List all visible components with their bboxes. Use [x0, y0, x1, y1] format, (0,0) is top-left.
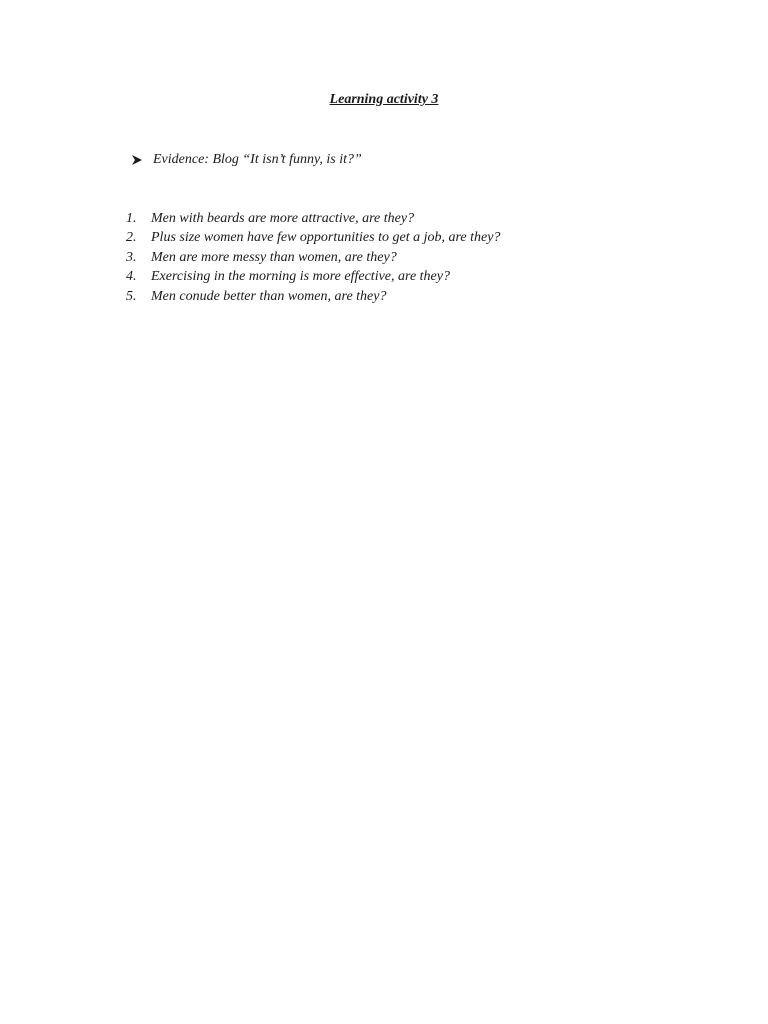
list-item-number: 1. — [126, 211, 137, 226]
list-item-number: 3. — [126, 249, 137, 265]
list-item — [126, 209, 500, 228]
list-item — [126, 228, 500, 247]
list-item — [126, 267, 500, 286]
evidence-text: Evidence: Blog “It isn’t funny, is it?” — [153, 152, 362, 167]
list-item-text: Exercising in the morning is more effective, are they? — [151, 269, 450, 285]
list-item — [126, 248, 500, 267]
arrowhead-right-icon — [131, 154, 143, 166]
list-item-text: Plus size women have few opportunities to get a job, are they? — [151, 230, 501, 246]
list-item-number: 4. — [126, 269, 137, 285]
question-list — [126, 209, 500, 306]
page-title: Learning activity 3 — [329, 92, 439, 107]
list-item-number: 2. — [126, 230, 137, 246]
evidence-line — [131, 151, 362, 169]
list-item-number: 5. — [126, 288, 137, 304]
list-item-text: Men are more messy than women, are they? — [151, 249, 397, 265]
list-item-text: Men with beards are more attractive, are they? — [151, 211, 415, 226]
list-item — [126, 287, 500, 306]
list-item-text: Men conude better than women, are they? — [151, 288, 387, 304]
